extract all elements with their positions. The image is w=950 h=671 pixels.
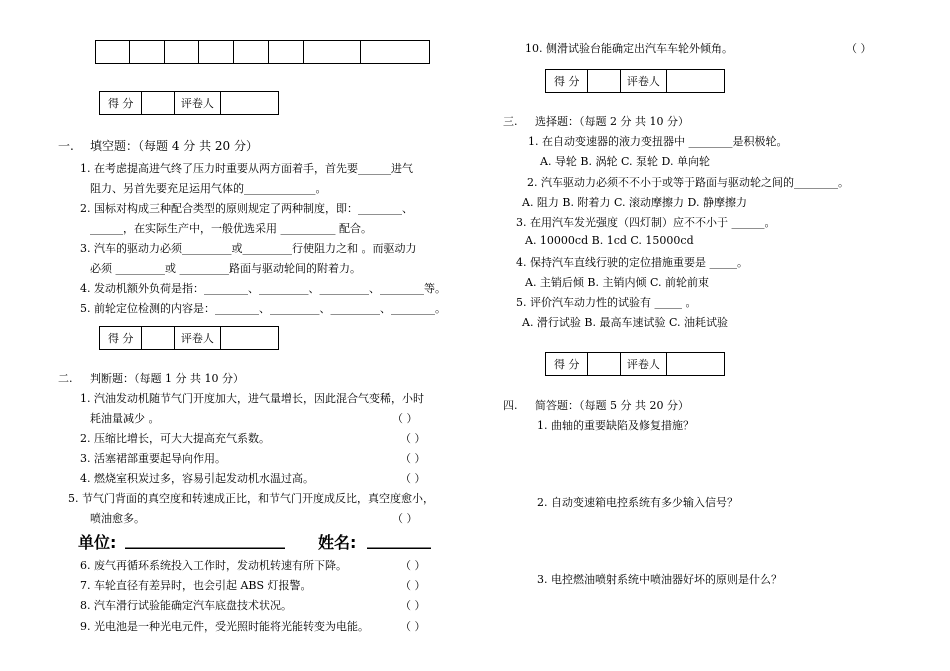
s2-line: 耗油量减少 。 bbox=[90, 412, 160, 425]
score-label: 得 分 bbox=[546, 353, 588, 376]
s1-line: 4. 发动机额外负荷是指：________、_________、_________、________等。 bbox=[80, 282, 446, 295]
section-2-number: 二. bbox=[58, 372, 73, 385]
s2-paren: （ ） bbox=[400, 599, 426, 612]
s1-line: 3. 汽车的驱动力必须_________或_________行使阻力之和 。而驱动力 bbox=[80, 242, 417, 255]
s2-line: 喷油愈多。 bbox=[90, 512, 145, 525]
reviewer-label: 评卷人 bbox=[174, 92, 220, 115]
s4-question: 1. 曲轴的重要缺陷及修复措施？ bbox=[537, 419, 694, 432]
s1-line: 必须 _________或 _________路面与驱动轮间的附着力。 bbox=[90, 262, 361, 275]
score-box-1 bbox=[99, 91, 279, 115]
s3-line: A. 10000cd B. 1cd C. 15000cd bbox=[525, 234, 694, 247]
s3-line: 5. 评价汽车动力性的试验有 _____ 。 bbox=[516, 296, 697, 309]
s3-line: 1. 在自动变速器的液力变扭器中 ________是积极轮。 bbox=[528, 135, 788, 148]
s3-line: A. 阻力 B. 附着力 C. 滚动摩擦力 D. 静摩擦力 bbox=[522, 196, 747, 209]
s2-paren: （ ） bbox=[392, 512, 418, 525]
score-label: 得 分 bbox=[100, 92, 142, 115]
score-box-4 bbox=[545, 352, 725, 376]
unit-field[interactable]: ____________________ bbox=[125, 530, 285, 549]
s2-paren: （ ） bbox=[400, 472, 426, 485]
score-label: 得 分 bbox=[546, 70, 588, 93]
s3-line: A. 滑行试验 B. 最高车速试验 C. 油耗试验 bbox=[522, 316, 729, 329]
s1-line: ______，在实际生产中，一般优选采用 __________ 配合。 bbox=[90, 222, 372, 235]
section-4-title: 简答题：（每题 5 分 共 20 分） bbox=[535, 399, 689, 412]
s3-line: 4. 保持汽车直线行驶的定位措施重要是 _____。 bbox=[516, 256, 748, 269]
s1-line: 2. 国标对构成三种配合类型的原则规定了两种制度，即：________、 bbox=[80, 202, 413, 215]
s3-line: A. 导轮 B. 涡轮 C. 泵轮 D. 单向轮 bbox=[540, 155, 710, 168]
header-grid bbox=[95, 40, 430, 64]
reviewer-label: 评卷人 bbox=[620, 353, 666, 376]
s1-line: 5. 前轮定位检测的内容是：________、_________、_________、________。 bbox=[80, 302, 446, 315]
section-1-title: 填空题：（每题 4 分 共 20 分） bbox=[90, 139, 258, 153]
name-label: 姓名: bbox=[318, 533, 357, 552]
q10-paren: （ ） bbox=[846, 42, 872, 55]
section-1-number: 一. bbox=[58, 139, 74, 153]
q10-line: 10. 侧滑试验台能确定出汽车车轮外倾角。 bbox=[525, 42, 733, 55]
s1-line: 阻力、另首先要充足运用气体的_____________。 bbox=[90, 182, 327, 195]
s2-line: 1. 汽油发动机随节气门开度加大，进气量增长，因此混合气变稀，小时 bbox=[80, 392, 424, 405]
section-4-number: 四. bbox=[503, 399, 518, 412]
reviewer-label: 评卷人 bbox=[174, 327, 220, 350]
reviewer-label: 评卷人 bbox=[620, 70, 666, 93]
name-field[interactable]: ________ bbox=[367, 530, 431, 549]
score-box-3 bbox=[545, 69, 725, 93]
score-label: 得 分 bbox=[100, 327, 142, 350]
s2-line: 7. 车轮直径有差异时，也会引起 ABS 灯报警。 bbox=[80, 579, 312, 592]
s2-line: 4. 燃烧室积炭过多，容易引起发动机水温过高。 bbox=[80, 472, 314, 485]
section-2-title: 判断题：（每题 1 分 共 10 分） bbox=[90, 372, 244, 385]
s2-line: 6. 废气再循环系统投入工作时，发动机转速有所下降。 bbox=[80, 559, 347, 572]
s2-line: 9. 光电池是一种光电元件，受光照时能将光能转变为电能。 bbox=[80, 620, 369, 633]
s2-paren: （ ） bbox=[400, 579, 426, 592]
s1-line: 1. 在考虑提高进气终了压力时重要从两方面着手，首先要______进气 bbox=[80, 162, 413, 175]
s2-paren: （ ） bbox=[400, 559, 426, 572]
section-3-number: 三. bbox=[503, 115, 518, 128]
s2-line: 5. 节气门背面的真空度和转速成正比，和节气门开度成反比，真空度愈小， bbox=[68, 492, 434, 505]
s2-paren: （ ） bbox=[400, 620, 426, 633]
score-box-2 bbox=[99, 326, 279, 350]
s2-line: 8. 汽车滑行试验能确定汽车底盘技术状况。 bbox=[80, 599, 292, 612]
s2-line: 3. 活塞裙部重要起导向作用。 bbox=[80, 452, 226, 465]
s2-paren: （ ） bbox=[400, 432, 426, 445]
s3-line: 3. 在用汽车发光强度（四灯制）应不不小于 ______。 bbox=[516, 216, 776, 229]
s4-question: 2. 自动变速箱电控系统有多少输入信号？ bbox=[537, 496, 738, 509]
s3-line: A. 主销后倾 B. 主销内倾 C. 前轮前束 bbox=[525, 276, 710, 289]
unit-label: 单位: bbox=[78, 533, 117, 552]
s2-paren: （ ） bbox=[392, 412, 418, 425]
s3-line: 2. 汽车驱动力必须不不小于或等于路面与驱动轮之间的________。 bbox=[527, 176, 849, 189]
section-3-title: 选择题：（每题 2 分 共 10 分） bbox=[535, 115, 689, 128]
s2-line: 2. 压缩比增长，可大大提高充气系数。 bbox=[80, 432, 270, 445]
s4-question: 3. 电控燃油喷射系统中喷油器好坏的原则是什么？ bbox=[537, 573, 782, 586]
s2-paren: （ ） bbox=[400, 452, 426, 465]
